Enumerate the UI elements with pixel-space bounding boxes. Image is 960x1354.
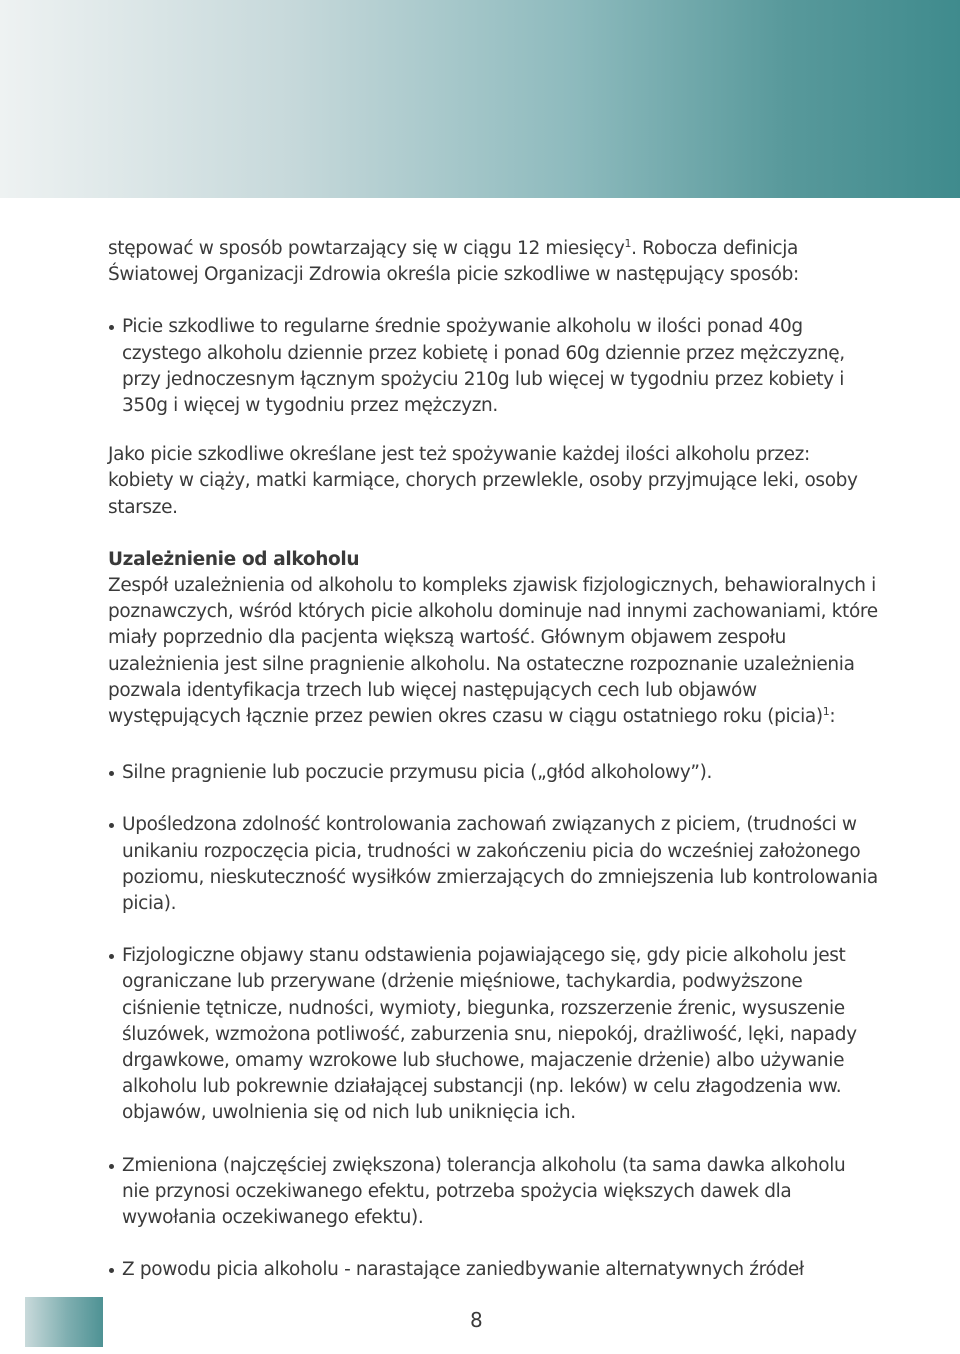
criteria-item: Silne pragnienie lub poczucie przymusu picia („głód alkoholowy”). [108, 760, 878, 786]
footnote-ref: 1 [822, 704, 830, 718]
criteria-item: Fizjologiczne objawy stanu odstawienia pojawiającego się, gdy picie alkoholu jest ograniczane lub przerywane (drżenie mięśniowe, tachykardia, podwyższone ciśnienie tętnicze, nudności, wymioty, biegunka, rozszerzenie źrenic, wysuszenie śluzówek, wzmożona potliwość, zaburzenia snu, niepokój, drażliwość, lęki, napady drgawkowe, omamy wzrokowe lub słuchowe, majaczenie drżenie) albo używanie alkoholu lub pokrewnie działającej substancji (np. leków) w celu złagodzenia ww. objawów, uwolnienia się od nich lub uniknięcia ich. [108, 943, 878, 1126]
criteria-item: Zmieniona (najczęściej zwiększona) tolerancja alkoholu (ta sama dawka alkoholu nie przynosi oczekiwanego efektu, potrzeba spożycia większych dawek dla wywołania oczekiwanego efektu). [108, 1153, 878, 1232]
page-number: 8 [470, 1308, 483, 1332]
section-heading: Uzależnienie od alkoholu [108, 548, 360, 570]
footnote-ref: 1 [624, 236, 632, 250]
dependence-paragraph [108, 573, 878, 730]
footer-color-block [25, 1297, 103, 1347]
intro-paragraph [108, 236, 878, 288]
page-content [108, 236, 878, 1284]
intro-text-rest: . Robocza definicja Światowej Organizacji Zdrowia określa picie szkodliwe w następujący sposób: [108, 238, 799, 286]
header-gradient-band [0, 0, 960, 198]
criteria-item: Upośledzona zdolność kontrolowania zachowań związanych z piciem, (trudności w unikaniu rozpoczęcia picia, trudności w zakończeniu picia do wcześniej założonego poziomu, nieskuteczność wysiłków zmierzających do zmniejszenia lub kontrolowania picia). [108, 812, 878, 917]
intro-text: stępować w sposób powtarzający się w ciągu 12 miesięcy [108, 238, 625, 259]
criteria-item: Z powodu picia alkoholu - narastające zaniedbywanie alternatywnych źródeł [108, 1257, 878, 1283]
dependence-text: Zespół uzależnienia od alkoholu to kompleks zjawisk fizjologicznych, behawioralnych i poznawczych, wśród których picie alkoholu dominuje nad innymi zachowaniami, które miały poprzednio dla pacjenta większą wartość. Głównym objawem zespołu uzależnienia jest silne pragnienie alkoholu. Na ostateczne rozpoznanie uzależnienia pozwala identyfikacja trzech lub więcej następujących cech lub objawów występujących łącznie przez pewien okres czasu w ciągu ostatniego roku (picia) [108, 575, 878, 728]
dependence-text-end: : [829, 706, 836, 728]
harmful-drinking-definition-item: Picie szkodliwe to regularne średnie spożywanie alkoholu w ilości ponad 40g czystego alkoholu dziennie przez kobietę i ponad 60g dziennie przez mężczyznę, przy jednoczesnym łącznym spożyciu 210g lub więcej w tygodniu przez kobiety i 350g i więcej w tygodniu przez mężczyzn. [108, 314, 878, 419]
harmful-drinking-groups-paragraph: Jako picie szkodliwe określane jest też spożywanie każdej ilości alkoholu przez: kobiety w ciąży, matki karmiące, chorych przewlekle, osoby przyjmujące leki, osoby starsze. [108, 444, 858, 518]
